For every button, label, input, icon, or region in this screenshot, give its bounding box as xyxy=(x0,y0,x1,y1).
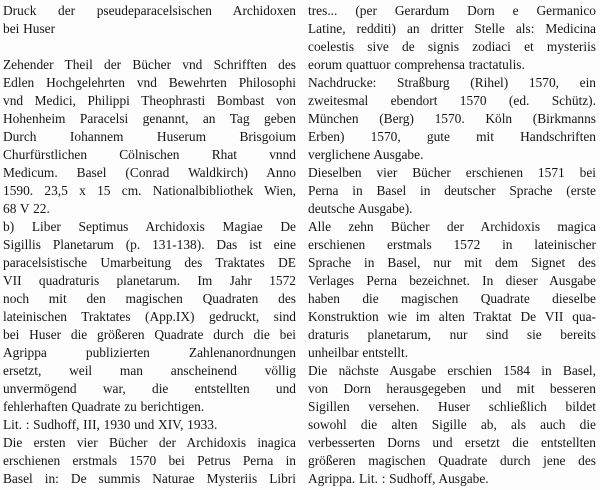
text-line: verbesserten Dorns und ersetzt die entstellten xyxy=(308,435,596,450)
paragraph xyxy=(308,164,596,218)
text-line: vnd Medici, Philippi Theophrasti Bombast von xyxy=(3,93,296,108)
text-line: noch mit den magischen Quadraten des xyxy=(3,291,296,306)
text-line: von Dorn herausgegeben und mit besseren xyxy=(308,381,596,396)
text-line: Sigillis Planetarum (p. 131-138). Das ist eine xyxy=(3,237,296,252)
text-line: Dieselben vier Bücher erschienen 1571 bei xyxy=(308,165,596,180)
text-line: Die ersten vier Bücher der Archidoxis inagica xyxy=(3,435,296,450)
text-line: Durch Iohannem Huserum Brisgoium xyxy=(3,129,296,144)
text-line: Agrippa. Lit. : Sudhoff, Ausgabe. xyxy=(308,471,489,486)
text-line: Zehender Theil der Bücher vnd Schrifften des xyxy=(3,57,296,72)
right-column xyxy=(308,2,596,490)
text-line: München (Berg) 1570. Köln (Birkmanns xyxy=(308,111,596,126)
text-line: sowohl die alten Sigille ab, als auch die xyxy=(308,417,596,432)
text-line: unvermögend war, die entstellten und xyxy=(3,381,296,396)
paragraph xyxy=(308,74,596,164)
text-line: tres... (per Gerardum Dorn e Germanico xyxy=(308,3,596,18)
text-line: 1590. 23,5 x 15 cm. Nationalbibliothek Wien, xyxy=(3,183,296,198)
text-line: Perna in Basel in deutscher Sprache (erste xyxy=(308,183,596,198)
text-line: Agrippa publizierten Zahlenanordnungen xyxy=(3,345,296,360)
text-line: Alle zehn Bücher der Archidoxis magica xyxy=(308,219,596,234)
text-line: ersetzt, weil man anscheinend völlig xyxy=(3,363,296,378)
text-line: Edlen Hochgelehrten vnd Bewehrten Philosophi xyxy=(3,75,296,90)
literature-reference xyxy=(3,416,296,434)
text-line: lateinischen Traktates (App.IX) gedruckt, sind xyxy=(3,309,296,324)
text-line: größeren magischen Quadrate durch jene des xyxy=(308,453,596,468)
text-line: Medicum. Basel (Conrad Waldkirch) Anno xyxy=(3,165,296,180)
heading-paragraph xyxy=(3,2,296,38)
text-line: unheilbar entstellt. xyxy=(308,345,409,360)
text-line: Lit. : Sudhoff, III, 1930 und XIV, 1933. xyxy=(3,417,218,432)
text-line: Basel in: De summis Naturae Mysteriis Libri xyxy=(3,471,296,486)
paragraph xyxy=(3,56,296,218)
paragraph xyxy=(3,434,296,488)
text-line: b) Liber Septimus Archidoxis Magiae De xyxy=(3,219,296,234)
text-line: verglichene Ausgabe. xyxy=(308,147,424,162)
paragraph xyxy=(308,362,596,488)
text-line: Verlages Perna bezeichnet. In dieser Ausgabe xyxy=(308,273,596,288)
text-line: haben die magischen Quadrate dieselbe xyxy=(308,291,596,306)
text-line: 68 V 22. xyxy=(3,201,50,216)
text-line: Druck der pseudeparacelsischen Archidoxen xyxy=(3,3,296,18)
paragraph-gap xyxy=(3,38,296,56)
text-line: Sigillen versehen. Huser schließlich bildet xyxy=(308,399,596,414)
text-line: bei Huser die größeren Quadrate durch die bei xyxy=(3,327,296,342)
text-line: draturis planetarum, nur sind sie bereits xyxy=(308,327,596,342)
text-line: erschienen erstmals 1570 bei Petrus Perna in xyxy=(3,453,296,468)
text-line: zweitesmal ebendort 1570 (ed. Schütz). xyxy=(308,93,596,108)
text-line: deutsche Ausgabe). xyxy=(308,201,413,216)
paragraph xyxy=(308,2,596,74)
text-line: eorum quattuor comprehensa tractatulis. xyxy=(308,57,525,72)
text-line: Latine, redditi) an dritter Stelle als: Medicina xyxy=(308,21,596,36)
text-line: paracelsistische Umarbeitung des Traktates DE xyxy=(3,255,296,270)
paragraph xyxy=(308,218,596,362)
text-line: Die nächste Ausgabe erschien 1584 in Basel, xyxy=(308,363,596,378)
text-line: fehlerhaften Quadrate zu berichtigen. xyxy=(3,399,205,414)
text-line: bei Huser xyxy=(3,21,56,36)
text-line: Hohenheim Paracelsi genannt, an Tag geben xyxy=(3,111,296,126)
text-line: Churfürstlichen Cölnischen Rhat vnnd xyxy=(3,147,296,162)
text-line: Konstruktion wie im alten Traktat De VII qua- xyxy=(308,309,596,324)
text-line: coelestis sive de signis zodiaci et mysteriis xyxy=(308,39,596,54)
text-line: VII quadraturis planetarum. Im Jahr 1572 xyxy=(3,273,296,288)
text-line: Erben) 1570, gute mit Handschriften xyxy=(308,129,596,144)
text-line: Sprache in Basel, nur mit dem Signet des xyxy=(308,255,596,270)
paragraph xyxy=(3,218,296,416)
text-line: Nachdrucke: Straßburg (Rihel) 1570, ein xyxy=(308,75,596,90)
left-column xyxy=(3,2,296,490)
text-line: erschienen erstmals 1572 in lateinischer xyxy=(308,237,596,252)
